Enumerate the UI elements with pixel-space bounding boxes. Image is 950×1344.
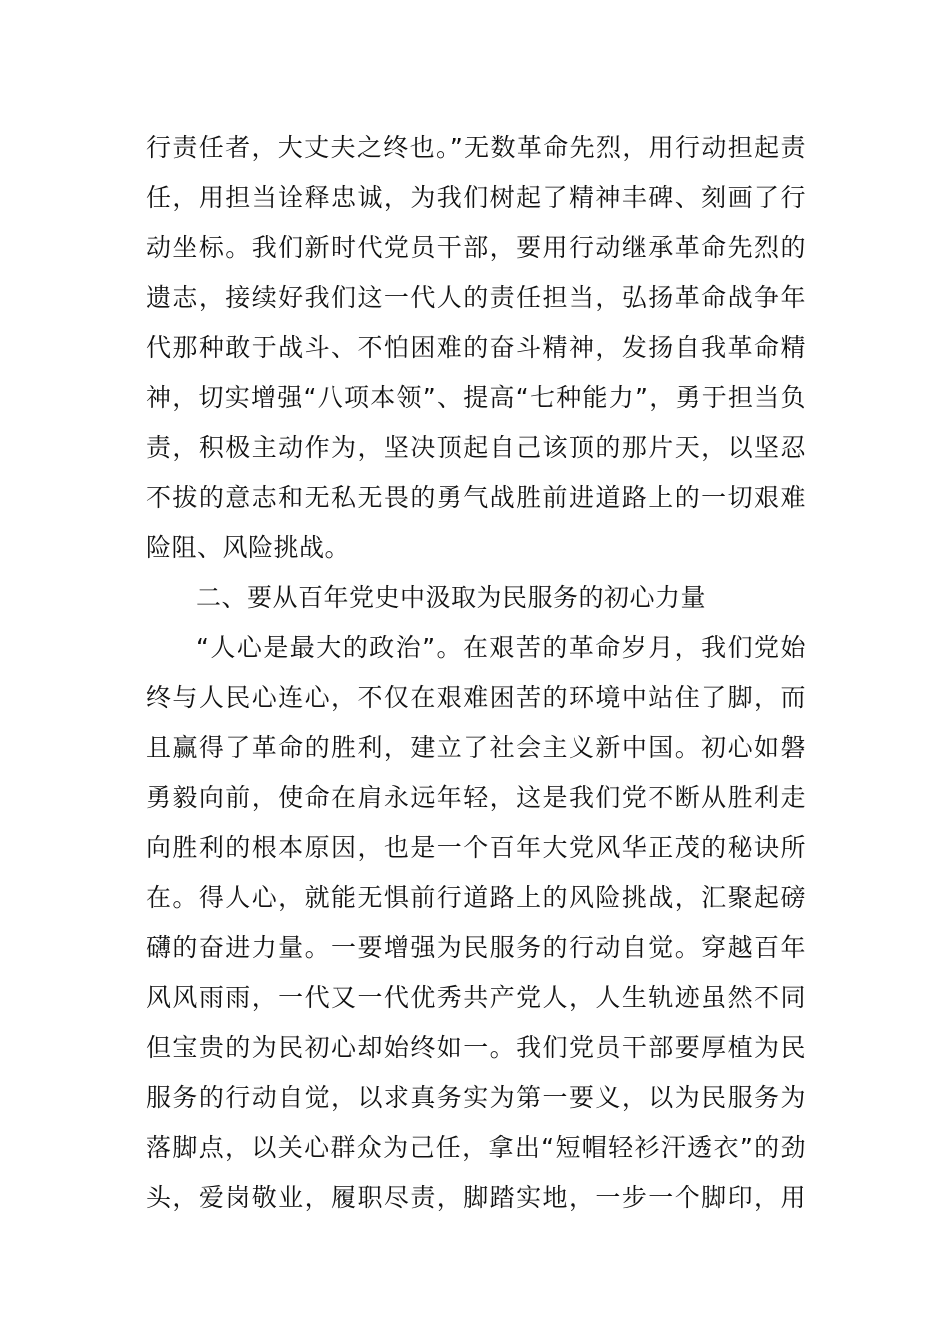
text-line: 落脚点，以关心群众为己任，拿出“短帽轻衫汗透衣”的劲 xyxy=(146,1133,806,1162)
text-line: “人心是最大的政治”。在艰苦的革命岁月，我们党始 xyxy=(196,633,806,662)
text-line: 终与人民心连心，不仅在艰难困苦的环境中站住了脚，而 xyxy=(146,683,806,712)
text-line: 头，爱岗敬业，履职尽责，脚踏实地，一步一个脚印，用 xyxy=(146,1183,806,1212)
text-line: 礴的奋进力量。一要增强为民服务的行动自觉。穿越百年 xyxy=(146,933,806,962)
text-line: 遗志，接续好我们这一代人的责任担当，弘扬革命战争年 xyxy=(146,283,806,312)
text-line: 不拔的意志和无私无畏的勇气战胜前进道路上的一切艰难 xyxy=(146,483,806,512)
text-line: 神，切实增强“八项本领”、提高“七种能力”，勇于担当负 xyxy=(146,383,806,412)
text-line: 但宝贵的为民初心却始终如一。我们党员干部要厚植为民 xyxy=(146,1033,806,1062)
body-text xyxy=(146,123,806,1223)
text-line: 责，积极主动作为，坚决顶起自己该顶的那片天，以坚忍 xyxy=(146,433,806,462)
text-line: 向胜利的根本原因，也是一个百年大党风华正茂的秘诀所 xyxy=(146,833,806,862)
text-line: 且赢得了革命的胜利，建立了社会主义新中国。初心如磐 xyxy=(146,733,806,762)
text-line: 服务的行动自觉，以求真务实为第一要义，以为民服务为 xyxy=(146,1083,806,1112)
text-line: 动坐标。我们新时代党员干部，要用行动继承革命先烈的 xyxy=(146,233,806,262)
text-line: 代那种敢于战斗、不怕困难的奋斗精神，发扬自我革命精 xyxy=(146,333,806,362)
text-line: 风风雨雨，一代又一代优秀共产党人，人生轨迹虽然不同 xyxy=(146,983,806,1012)
text-line: 险阻、风险挑战。 xyxy=(146,533,351,562)
text-line: 行责任者，大丈夫之终也。”无数革命先烈，用行动担起责 xyxy=(146,133,806,162)
section-heading: 二、要从百年党史中汲取为民服务的初心力量 xyxy=(196,583,707,612)
text-line: 任，用担当诠释忠诚，为我们树起了精神丰碑、刻画了行 xyxy=(146,183,806,212)
text-line: 在。得人心，就能无惧前行道路上的风险挑战，汇聚起磅 xyxy=(146,883,806,912)
text-line: 勇毅向前，使命在肩永远年轻，这是我们党不断从胜利走 xyxy=(146,783,806,812)
